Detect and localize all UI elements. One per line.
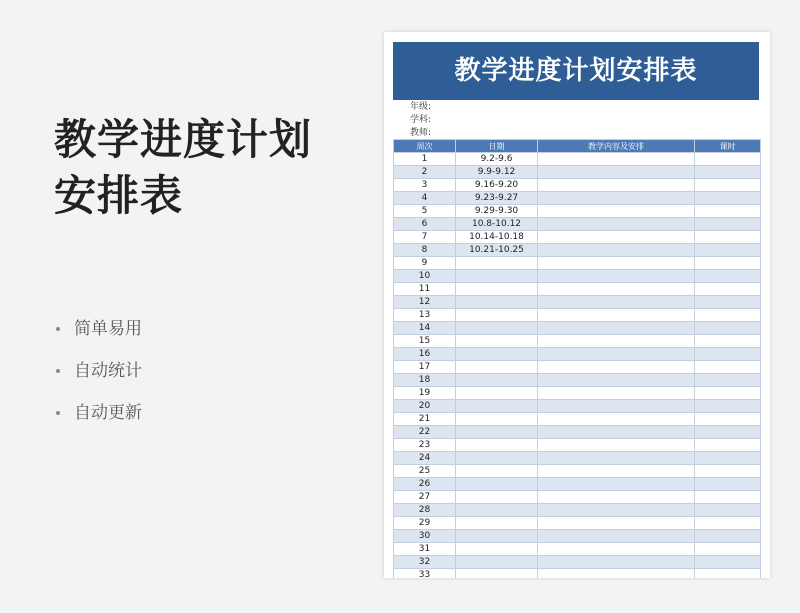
date-cell xyxy=(456,387,538,400)
content-cell xyxy=(538,361,695,374)
schedule-table xyxy=(393,139,761,578)
table-row xyxy=(394,413,761,426)
table-row xyxy=(394,478,761,491)
content-cell xyxy=(538,439,695,452)
date-cell: 10.14-10.18 xyxy=(456,231,538,244)
hours-cell xyxy=(695,530,761,543)
date-cell xyxy=(456,413,538,426)
content-cell xyxy=(538,413,695,426)
table-row xyxy=(394,517,761,530)
content-cell xyxy=(538,335,695,348)
content-cell xyxy=(538,426,695,439)
hours-cell xyxy=(695,244,761,257)
content-cell xyxy=(538,166,695,179)
hours-cell xyxy=(695,504,761,517)
content-cell xyxy=(538,192,695,205)
table-row xyxy=(394,179,761,192)
feature-label: 自动更新 xyxy=(74,403,142,423)
table-row xyxy=(394,166,761,179)
content-cell xyxy=(538,218,695,231)
hours-cell xyxy=(695,179,761,192)
date-cell xyxy=(456,491,538,504)
content-cell xyxy=(538,556,695,569)
hours-cell xyxy=(695,374,761,387)
hours-cell xyxy=(695,231,761,244)
content-cell xyxy=(538,517,695,530)
week-cell: 13 xyxy=(394,309,456,322)
table-row xyxy=(394,270,761,283)
content-cell xyxy=(538,374,695,387)
hours-cell xyxy=(695,517,761,530)
week-cell: 18 xyxy=(394,374,456,387)
week-cell: 17 xyxy=(394,361,456,374)
content-cell xyxy=(538,465,695,478)
content-cell xyxy=(538,491,695,504)
table-row xyxy=(394,322,761,335)
feature-item xyxy=(56,308,142,350)
week-cell: 30 xyxy=(394,530,456,543)
week-cell: 33 xyxy=(394,569,456,579)
week-cell: 22 xyxy=(394,426,456,439)
date-cell xyxy=(456,439,538,452)
hours-cell xyxy=(695,283,761,296)
week-cell: 1 xyxy=(394,153,456,166)
week-cell: 12 xyxy=(394,296,456,309)
header-hours: 课时 xyxy=(695,140,761,153)
content-cell xyxy=(538,322,695,335)
date-cell xyxy=(456,270,538,283)
hours-cell xyxy=(695,218,761,231)
table-row xyxy=(394,569,761,579)
date-cell xyxy=(456,569,538,579)
hours-cell xyxy=(695,361,761,374)
week-cell: 4 xyxy=(394,192,456,205)
hours-cell xyxy=(695,205,761,218)
date-cell xyxy=(456,504,538,517)
hours-cell xyxy=(695,426,761,439)
date-cell xyxy=(456,374,538,387)
hours-cell xyxy=(695,322,761,335)
hours-cell xyxy=(695,413,761,426)
date-cell xyxy=(456,400,538,413)
date-cell xyxy=(456,335,538,348)
feature-label: 简单易用 xyxy=(74,319,142,339)
feature-label: 自动统计 xyxy=(74,361,142,381)
week-cell: 15 xyxy=(394,335,456,348)
table-row xyxy=(394,309,761,322)
week-cell: 8 xyxy=(394,244,456,257)
content-cell xyxy=(538,478,695,491)
date-cell xyxy=(456,530,538,543)
header-date: 日期 xyxy=(456,140,538,153)
hours-cell xyxy=(695,543,761,556)
week-cell: 14 xyxy=(394,322,456,335)
hours-cell xyxy=(695,335,761,348)
date-cell: 10.8-10.12 xyxy=(456,218,538,231)
table-row xyxy=(394,452,761,465)
week-cell: 25 xyxy=(394,465,456,478)
content-cell xyxy=(538,205,695,218)
table-row xyxy=(394,335,761,348)
table-row xyxy=(394,218,761,231)
date-cell xyxy=(456,283,538,296)
date-cell: 9.23-9.27 xyxy=(456,192,538,205)
header-content: 教学内容及安排 xyxy=(538,140,695,153)
hours-cell xyxy=(695,270,761,283)
content-cell xyxy=(538,296,695,309)
week-cell: 6 xyxy=(394,218,456,231)
content-cell xyxy=(538,244,695,257)
date-cell: 9.2-9.6 xyxy=(456,153,538,166)
week-cell: 28 xyxy=(394,504,456,517)
content-cell xyxy=(538,231,695,244)
table-row xyxy=(394,439,761,452)
table-row xyxy=(394,205,761,218)
date-cell xyxy=(456,348,538,361)
hours-cell xyxy=(695,478,761,491)
week-cell: 2 xyxy=(394,166,456,179)
table-row xyxy=(394,244,761,257)
promo-title: 教学进度计划安排表 xyxy=(54,115,313,220)
week-cell: 29 xyxy=(394,517,456,530)
date-cell xyxy=(456,465,538,478)
content-cell xyxy=(538,257,695,270)
table-row xyxy=(394,374,761,387)
table-row xyxy=(394,283,761,296)
week-cell: 7 xyxy=(394,231,456,244)
table-row xyxy=(394,153,761,166)
sheet-meta xyxy=(410,101,431,140)
week-cell: 9 xyxy=(394,257,456,270)
bullet-icon xyxy=(56,327,60,331)
date-cell xyxy=(456,322,538,335)
hours-cell xyxy=(695,491,761,504)
content-cell xyxy=(538,153,695,166)
content-cell xyxy=(538,309,695,322)
week-cell: 21 xyxy=(394,413,456,426)
content-cell xyxy=(538,452,695,465)
week-cell: 32 xyxy=(394,556,456,569)
table-row xyxy=(394,192,761,205)
feature-item xyxy=(56,350,142,392)
hours-cell xyxy=(695,556,761,569)
sheet-title: 教学进度计划安排表 xyxy=(393,42,759,100)
table-row xyxy=(394,504,761,517)
date-cell xyxy=(456,543,538,556)
week-cell: 23 xyxy=(394,439,456,452)
bullet-icon xyxy=(56,411,60,415)
table-row xyxy=(394,426,761,439)
hours-cell xyxy=(695,348,761,361)
date-cell xyxy=(456,478,538,491)
hours-cell xyxy=(695,257,761,270)
week-cell: 27 xyxy=(394,491,456,504)
table-row xyxy=(394,400,761,413)
date-cell xyxy=(456,452,538,465)
content-cell xyxy=(538,387,695,400)
content-cell xyxy=(538,179,695,192)
table-row xyxy=(394,361,761,374)
date-cell xyxy=(456,257,538,270)
table-row xyxy=(394,231,761,244)
date-cell: 9.16-9.20 xyxy=(456,179,538,192)
hours-cell xyxy=(695,166,761,179)
table-row xyxy=(394,556,761,569)
table-header-row xyxy=(394,140,761,153)
content-cell xyxy=(538,283,695,296)
table-row xyxy=(394,465,761,478)
hours-cell xyxy=(695,569,761,579)
table-row xyxy=(394,387,761,400)
hours-cell xyxy=(695,465,761,478)
week-cell: 10 xyxy=(394,270,456,283)
grade-label: 年级: xyxy=(410,102,432,112)
date-cell xyxy=(456,296,538,309)
hours-cell xyxy=(695,439,761,452)
table-row xyxy=(394,530,761,543)
hours-cell xyxy=(695,153,761,166)
feature-list xyxy=(56,308,142,434)
date-cell xyxy=(456,361,538,374)
date-cell xyxy=(456,556,538,569)
date-cell xyxy=(456,426,538,439)
week-cell: 3 xyxy=(394,179,456,192)
date-cell: 9.9-9.12 xyxy=(456,166,538,179)
content-cell xyxy=(538,504,695,517)
date-cell xyxy=(456,309,538,322)
week-cell: 26 xyxy=(394,478,456,491)
header-week: 周次 xyxy=(394,140,456,153)
table-body xyxy=(394,153,761,579)
feature-item xyxy=(56,392,142,434)
content-cell xyxy=(538,400,695,413)
spreadsheet-preview xyxy=(384,32,770,578)
table-row xyxy=(394,348,761,361)
date-cell: 10.21-10.25 xyxy=(456,244,538,257)
table-row xyxy=(394,543,761,556)
content-cell xyxy=(538,543,695,556)
hours-cell xyxy=(695,452,761,465)
subject-label: 学科: xyxy=(410,115,432,125)
content-cell xyxy=(538,569,695,579)
hours-cell xyxy=(695,400,761,413)
week-cell: 31 xyxy=(394,543,456,556)
week-cell: 5 xyxy=(394,205,456,218)
week-cell: 11 xyxy=(394,283,456,296)
teacher-label: 教师: xyxy=(410,128,432,138)
content-cell xyxy=(538,270,695,283)
week-cell: 20 xyxy=(394,400,456,413)
hours-cell xyxy=(695,192,761,205)
content-cell xyxy=(538,348,695,361)
date-cell xyxy=(456,517,538,530)
week-cell: 16 xyxy=(394,348,456,361)
week-cell: 19 xyxy=(394,387,456,400)
week-cell: 24 xyxy=(394,452,456,465)
hours-cell xyxy=(695,309,761,322)
hours-cell xyxy=(695,387,761,400)
bullet-icon xyxy=(56,369,60,373)
table-row xyxy=(394,491,761,504)
date-cell: 9.29-9.30 xyxy=(456,205,538,218)
content-cell xyxy=(538,530,695,543)
table-row xyxy=(394,257,761,270)
table-row xyxy=(394,296,761,309)
hours-cell xyxy=(695,296,761,309)
